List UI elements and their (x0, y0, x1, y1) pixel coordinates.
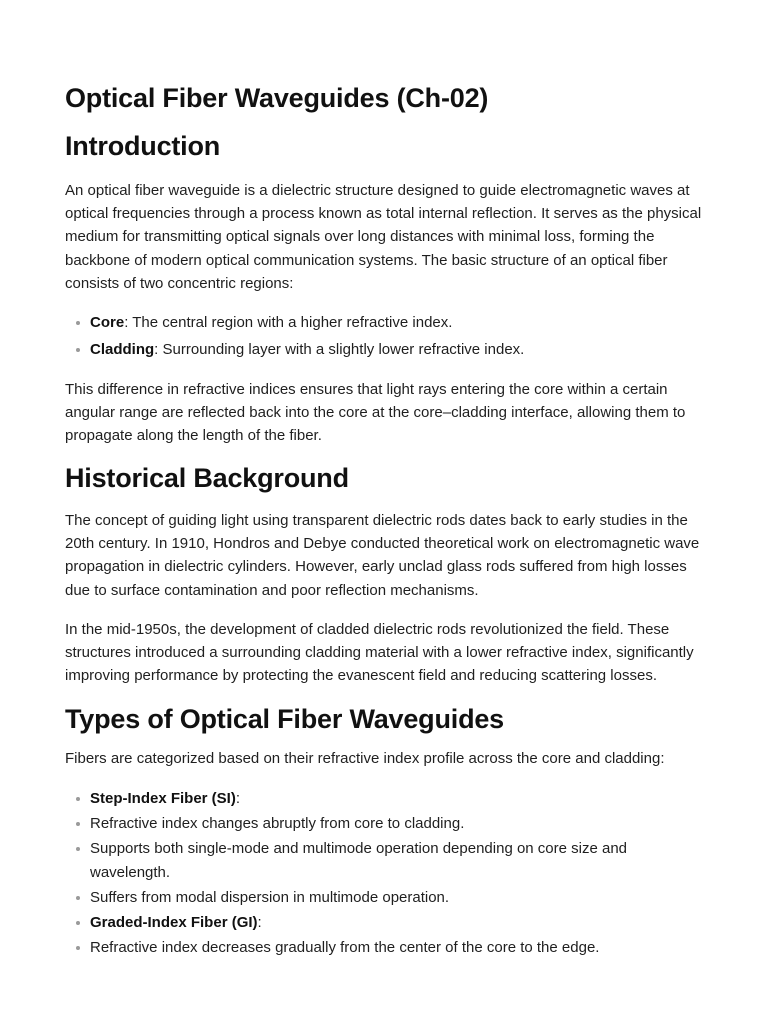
list-item-term: Step-Index Fiber (SI) (90, 790, 236, 807)
history-paragraph-2: In the mid-1950s, the development of cladded dielectric rods revolutionized the field. These structures introduced a surrounding cladding material with a lower refractive index, significantly improving performance by protecting the evanescent field and reducing scattering losses. (65, 621, 694, 685)
intro-paragraph-1: An optical fiber waveguide is a dielectric structure designed to guide electromagnetic waves at optical frequencies through a process known as total internal reflection. It serves as the physical medium for transmitting optical signals over long distances with minimal loss, forming the backbone of modern optical communication systems. The basic structure of an optical fiber consists of two concentric regions: (65, 182, 702, 292)
heading-introduction: Introduction (65, 131, 221, 161)
list-item-text: Supports both single-mode and multimode operation depending on core size and wavelength. (90, 840, 628, 881)
list-item-term: Core (90, 314, 125, 331)
list-item-term: Cladding (90, 341, 155, 358)
list-item (65, 338, 704, 362)
heading-historical-background: Historical Background (65, 463, 349, 493)
heading-types: Types of Optical Fiber Waveguides (65, 704, 504, 734)
types-list (65, 787, 704, 959)
intro-list (65, 311, 704, 362)
list-item-term: Graded-Index Fiber (GI) (90, 913, 258, 931)
list-item (65, 812, 704, 836)
history-paragraph-1: The concept of guiding light using transparent dielectric rods dates back to early studies in the 20th century. In 1910, Hondros and Debye conducted theoretical work on electromagnetic wave propagation in dielectric cylinders. However, early unclad glass rods suffered from high losses due to surface contamination and poor reflection mechanisms. (65, 512, 700, 599)
list-item (65, 936, 704, 960)
types-intro: Fibers are categorized based on their refractive index profile across the core and cladding: (65, 750, 665, 767)
list-item-text: : Surrounding layer with a slightly lower refractive index. (154, 341, 525, 358)
list-item-text: Refractive index changes abruptly from core to cladding. (90, 815, 465, 832)
list-item-text: : (235, 790, 241, 807)
list-item (65, 837, 704, 884)
list-item (65, 911, 704, 935)
list-item-text: Suffers from modal dispersion in multimode operation. (90, 888, 450, 906)
list-item-text: Refractive index decreases gradually from the center of the core to the edge. (90, 938, 600, 956)
list-item (65, 787, 704, 811)
list-item (65, 311, 704, 335)
intro-paragraph-2: This difference in refractive indices ensures that light rays entering the core within a certain angular range are reflected back into the core at the core–cladding interface, allowing them to propagate along the length of the fiber. (65, 381, 686, 445)
document-title: Optical Fiber Waveguides (Ch-02) (65, 83, 489, 113)
list-item-text: : (257, 913, 262, 931)
list-item-text: : The central region with a higher refractive index. (124, 314, 453, 331)
list-item (65, 886, 704, 910)
